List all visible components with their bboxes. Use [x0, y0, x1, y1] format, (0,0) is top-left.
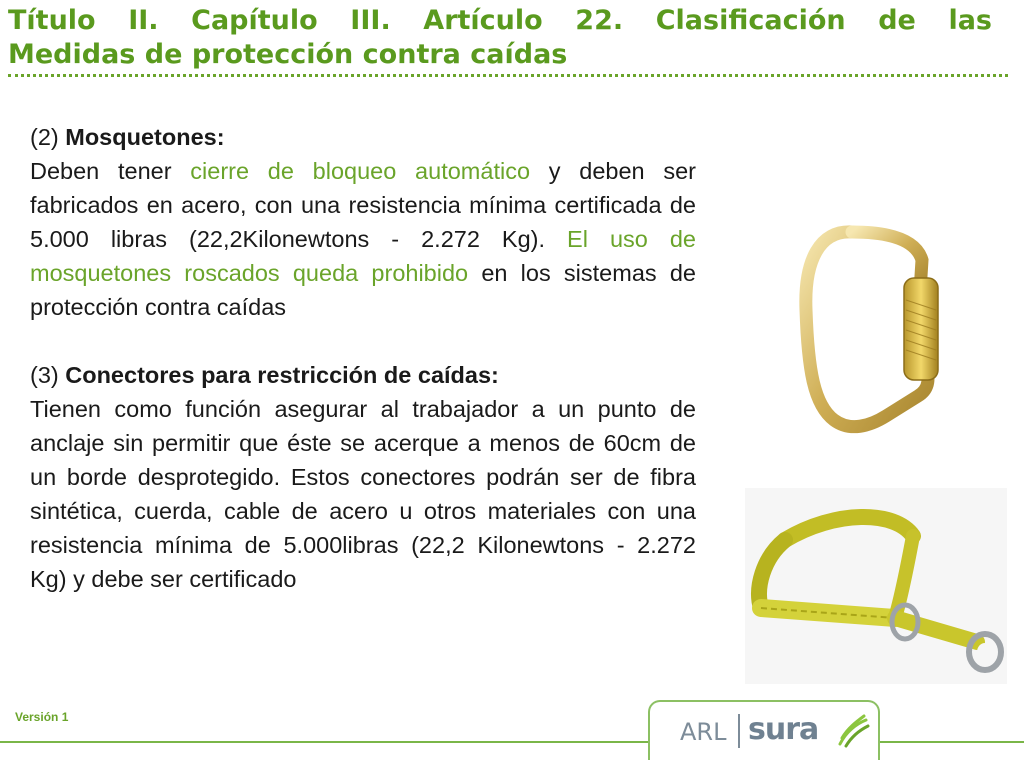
- section-2-text-3: en los sistemas de protección contra caídas: [30, 260, 696, 320]
- title-line-2: Medidas de protección contra caídas: [8, 39, 568, 70]
- title-line-1: Título II. Capítulo III. Artículo 22. Clasificación de las: [8, 5, 992, 36]
- carabiner-image: [790, 220, 940, 440]
- section-2-heading: [30, 120, 696, 154]
- section-2-highlight-2: El uso de mosquetones roscados queda prohibido: [30, 226, 696, 286]
- logo-arl-text: ARL: [680, 718, 727, 746]
- version-label: Versión 1: [15, 710, 69, 724]
- title-dotted-rule: [8, 74, 1008, 77]
- section-2-title: Mosquetones:: [65, 124, 225, 150]
- logo-separator: [738, 714, 740, 748]
- section-3-heading: [30, 358, 696, 392]
- anchor-strap-image: [745, 488, 1007, 684]
- logo-sura-text: sura: [748, 712, 819, 747]
- section-2-text-2: y deben ser fabricados en acero, con una resistencia mínima certificada de 5.000 libras (22,2Kilonewtons - 2.272 Kg).: [30, 158, 696, 252]
- section-3-number: (3): [30, 362, 66, 388]
- slide-title: [8, 4, 992, 72]
- section-2-highlight-1: cierre de bloqueo automático: [190, 158, 531, 184]
- section-2-text-1: Deben tener: [30, 158, 191, 184]
- sura-leaf-icon: [836, 712, 870, 750]
- slide-content: [30, 120, 696, 596]
- section-2-body: [30, 154, 696, 324]
- section-3-body: Tienen como función asegurar al trabajador a un punto de anclaje sin permitir que éste se acerque a menos de 60cm de un borde desprotegido. Estos conectores podrán ser de fibra sintética, cuerda, cable de acero u otros materiales con una resistencia mínima de 5.000libras (22,2 Kilonewtons - 2.272 Kg) y debe ser certificado: [30, 396, 696, 592]
- section-3-title: Conectores para restricción de caídas:: [65, 362, 499, 388]
- arl-sura-logo: [648, 700, 880, 760]
- section-2-number: (2): [30, 124, 66, 150]
